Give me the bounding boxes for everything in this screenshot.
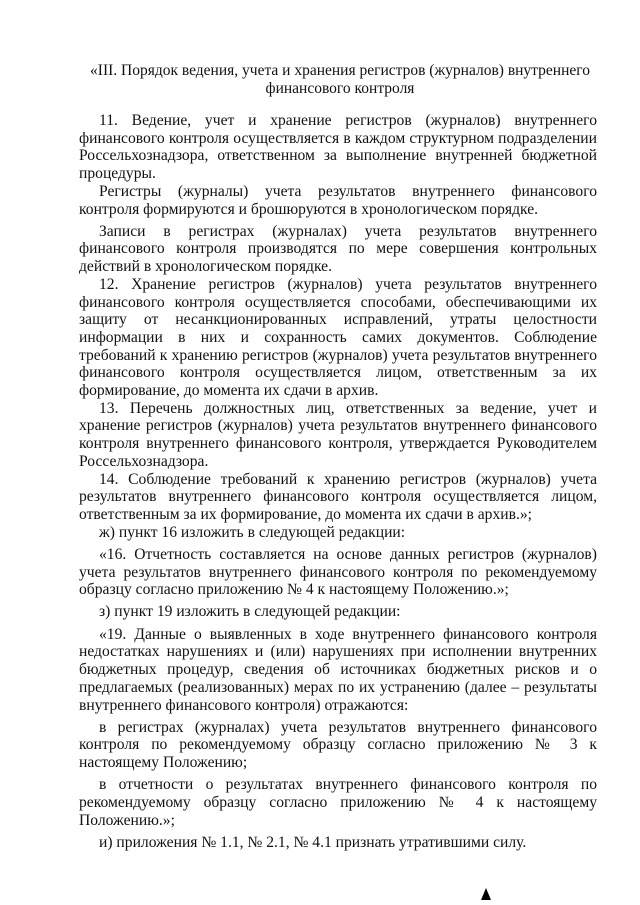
- paragraph-amendment-zh: ж) пункт 16 изложить в следующей редакции:: [99, 523, 406, 541]
- scan-mark-icon: [481, 888, 491, 900]
- paragraph-12: 12. Хранение регистров (журналов) учета результатов внутреннего финансового контроля осуществляется способами, обеспечивающими их защиту от несанкционированных исправлений, утраты целостности информации в них и сохранность самих документов. Соблюдение требований к хранению регистров (журналов) учета результатов внутреннего финансового контроля осуществляется лицом, ответственным за их формирование, до момента их сдачи в архив.: [79, 275, 597, 400]
- paragraph-11: 11. Ведение, учет и хранение регистров (журналов) внутреннего финансового контроля осуществляется в каждом структурном подразделении Россельхознадзора, ответственном за выполнение внутренней бюджетной процедуры.: [79, 112, 597, 183]
- paragraph-reporting-sample: в отчетности о результатах внутреннего финансового контроля по рекомендуемому образцу согласно приложению № 4 к настоящему Положению.»;: [79, 776, 597, 829]
- section-heading-line-2: финансового контроля: [265, 80, 415, 97]
- paragraph-13: 13. Перечень должностных лиц, ответственных за ведение, учет и хранение регистров (журналов) учета результатов внутреннего финансового контроля внутреннего финансового контроля, утверждается Руководителем Россельхознадзора.: [79, 399, 597, 470]
- paragraph-registers-formation: Регистры (журналы) учета результатов внутреннего финансового контроля формируются и брошюруются в хронологическом порядке.: [79, 182, 597, 218]
- paragraph-16: «16. Отчетность составляется на основе данных регистров (журналов) учета результатов внутреннего финансового контроля по рекомендуемому образцу согласно приложению № 4 к настоящему Положению.»;: [79, 545, 597, 599]
- document-body: [79, 112, 597, 852]
- paragraph-registers-sample: в регистрах (журналах) учета результатов внутреннего финансового контроля по рекомендуемому образцу согласно приложению № 3 к настоящему Положению;: [79, 718, 597, 772]
- section-heading-line-1: «III. Порядок ведения, учета и хранения регистров (журналов) внутреннего: [90, 62, 590, 79]
- paragraph-19: «19. Данные о выявленных в ходе внутреннего финансового контроля недостатках нарушениях и (или) нарушениях при исполнении внутренних бюджетных процедур, сведения об источниках бюджетных рисков и о предлагаемых (реализованных) мерах по их устранению (далее – результаты внутреннего финансового контроля) отражаются:: [79, 625, 597, 714]
- paragraph-amendment-z: з) пункт 19 изложить в следующей редакции:: [99, 603, 401, 621]
- paragraph-registers-records: Записи в регистрах (журналах) учета результатов внутреннего финансового контроля производятся по мере совершения контрольных действий в хронологическом порядке.: [79, 222, 597, 276]
- paragraph-amendment-i: и) приложения № 1.1, № 2.1, № 4.1 признать утратившими силу.: [99, 833, 527, 851]
- paragraph-14: 14. Соблюдение требований к хранению регистров (журналов) учета результатов внутреннего финансового контроля осуществляется лицом, ответственным за их формирование, до момента их сдачи в архив.»;: [79, 470, 597, 523]
